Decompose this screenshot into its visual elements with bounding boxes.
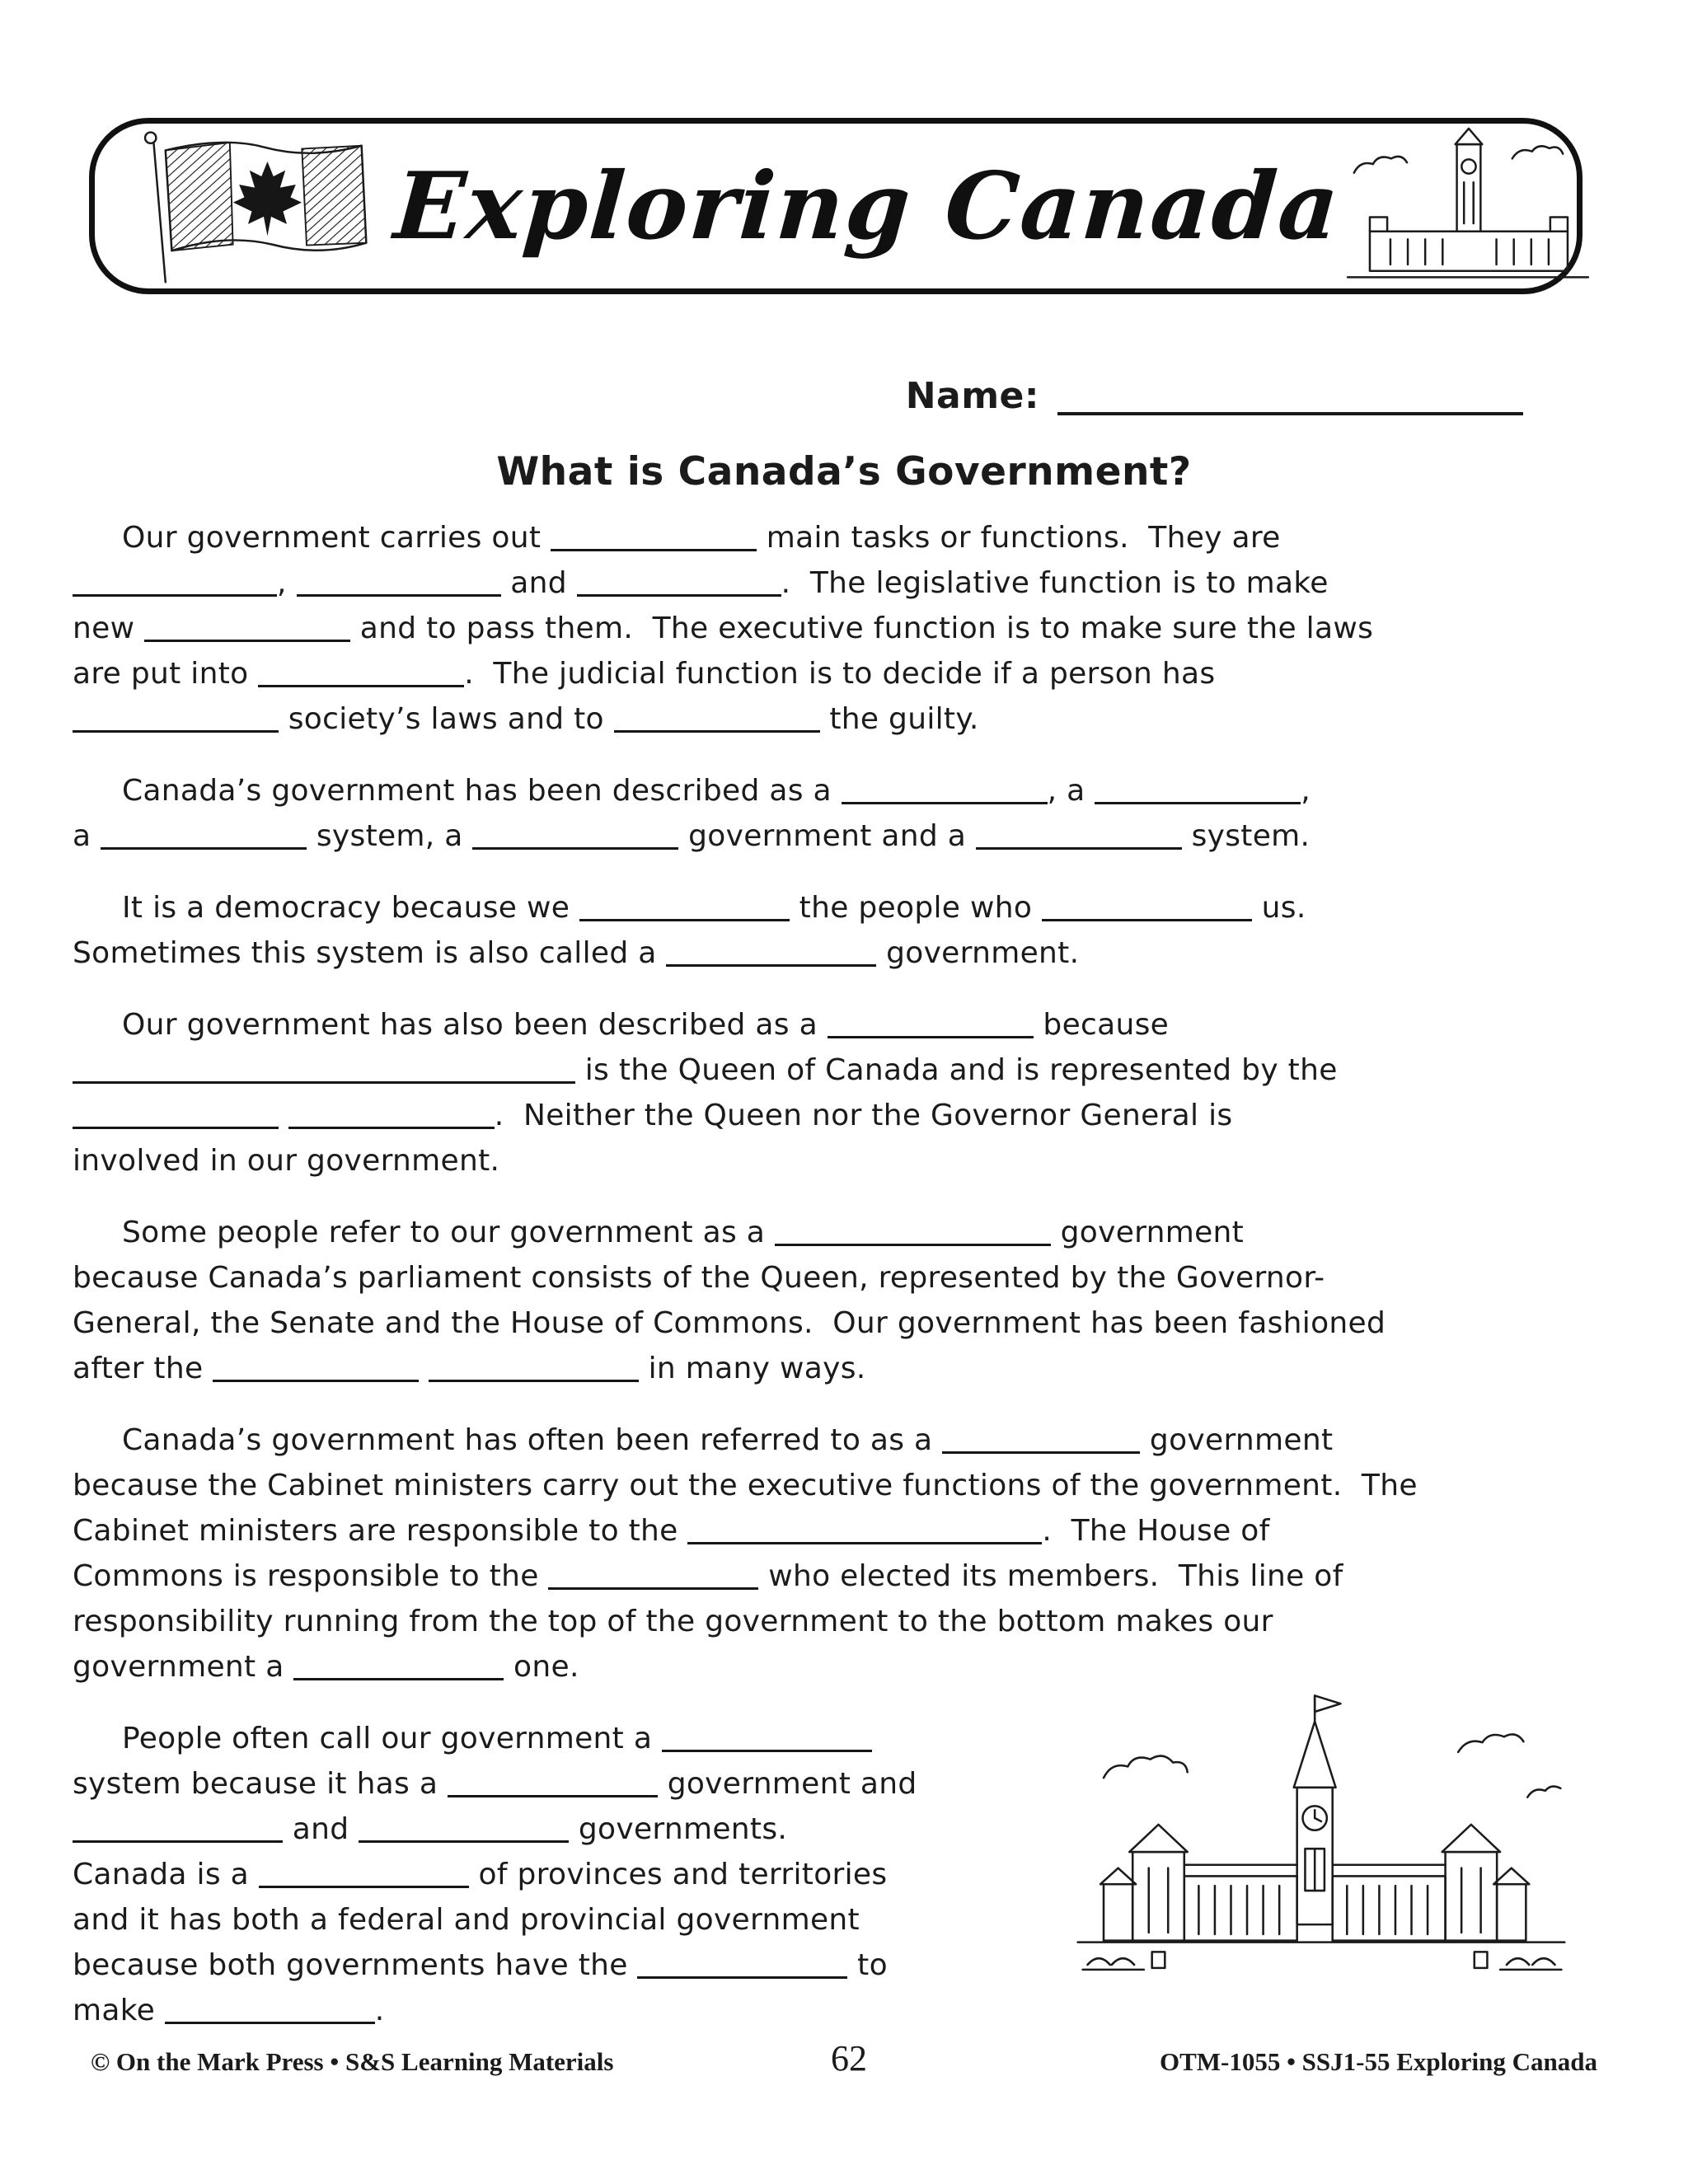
text-line	[73, 1210, 1622, 1255]
fill-in-blank[interactable]	[165, 1996, 375, 2024]
text-segment: and	[283, 1812, 359, 1846]
text-segment: us.	[1251, 891, 1306, 925]
text-segment: Our government carries out	[122, 521, 551, 555]
name-label: Name:	[905, 375, 1039, 417]
paragraph	[73, 515, 1622, 742]
text-segment: government	[1140, 1423, 1334, 1457]
paragraph-column	[73, 1716, 1053, 2060]
text-line	[73, 1988, 1053, 2033]
text-segment: system, a	[307, 819, 473, 853]
fill-in-blank[interactable]	[687, 1516, 1042, 1544]
text-line	[73, 651, 1622, 696]
text-line	[73, 1301, 1622, 1346]
text-segment: main tasks or functions. They are	[756, 521, 1281, 555]
text-segment: involved in our government.	[73, 1144, 500, 1178]
fill-in-blank[interactable]	[288, 1101, 495, 1129]
parliament-sketch-icon	[1340, 127, 1596, 285]
text-line	[73, 1852, 1053, 1897]
name-input-line[interactable]	[1057, 399, 1523, 415]
text-segment: . The legislative function is to make	[781, 566, 1329, 600]
text-line	[73, 1897, 1053, 1943]
text-line	[73, 885, 1622, 930]
text-segment: are put into	[73, 657, 259, 691]
canadian-flag-icon	[123, 125, 395, 287]
paragraph-group	[73, 515, 1622, 1690]
parliament-building-illustration	[1053, 1675, 1589, 2037]
text-segment: . Neither the Queen nor the Governor General is	[494, 1099, 1233, 1132]
text-segment: . The House of	[1042, 1514, 1270, 1548]
text-segment: , a	[1047, 774, 1095, 808]
name-section	[906, 375, 1523, 417]
fill-in-blank[interactable]	[1095, 776, 1301, 804]
paragraph	[73, 1716, 1053, 2033]
fill-in-blank[interactable]	[144, 614, 350, 642]
text-line	[73, 1255, 1622, 1301]
text-line	[73, 1002, 1622, 1047]
fill-in-blank[interactable]	[666, 939, 876, 967]
text-segment: because	[1033, 1008, 1170, 1042]
paragraph	[73, 768, 1622, 859]
text-line	[73, 1761, 1053, 1807]
text-segment: who elected its members. This line of	[758, 1559, 1343, 1593]
fill-in-blank[interactable]	[448, 1769, 658, 1797]
text-segment: because the Cabinet ministers carry out the executive functions of the government. The	[73, 1469, 1418, 1502]
fill-in-blank[interactable]	[213, 1354, 419, 1382]
fill-in-blank[interactable]	[429, 1354, 639, 1382]
fill-in-blank[interactable]	[976, 822, 1182, 850]
text-segment: after the	[73, 1352, 213, 1385]
worksheet-body	[73, 515, 1622, 2060]
text-line	[73, 1463, 1622, 1508]
text-line	[73, 1599, 1622, 1644]
paragraph	[73, 1418, 1622, 1690]
text-segment: Our government has also been described as a	[122, 1008, 828, 1042]
text-segment: government a	[73, 1650, 294, 1684]
text-line	[73, 768, 1622, 813]
fill-in-blank[interactable]	[1042, 893, 1252, 921]
text-line	[73, 1138, 1622, 1183]
text-segment: the guilty.	[819, 702, 979, 736]
text-segment: ,	[277, 566, 297, 600]
text-segment: and to pass them. The executive function is to make sure the laws	[350, 612, 1374, 645]
text-segment: one.	[504, 1650, 579, 1684]
text-segment: government.	[876, 936, 1080, 970]
text-line	[73, 696, 1622, 742]
text-segment: because Canada’s parliament consists of the Queen, represented by the Governor-	[73, 1261, 1325, 1295]
page-footer	[91, 2037, 1597, 2079]
fill-in-blank[interactable]	[775, 1218, 1051, 1246]
fill-in-blank[interactable]	[662, 1724, 872, 1752]
text-segment: and	[500, 566, 577, 600]
fill-in-blank[interactable]	[73, 1101, 279, 1129]
text-segment: government and a	[678, 819, 976, 853]
text-segment: Canada’s government has often been referred to as a	[122, 1423, 943, 1457]
text-segment: system because it has a	[73, 1767, 448, 1801]
fill-in-blank[interactable]	[101, 822, 307, 850]
text-segment: because both governments have the	[73, 1948, 638, 1982]
page-title: What is Canada’s Government?	[496, 449, 1192, 494]
text-segment: Commons is responsible to the	[73, 1559, 549, 1593]
fill-in-blank[interactable]	[551, 523, 757, 551]
text-segment: of provinces and territories	[468, 1858, 888, 1891]
text-line	[73, 1807, 1053, 1852]
text-segment: government	[1050, 1216, 1245, 1249]
text-line	[73, 1418, 1622, 1463]
fill-in-blank[interactable]	[359, 1815, 569, 1843]
text-segment: Canada is a	[73, 1858, 259, 1891]
text-segment: in many ways.	[638, 1352, 866, 1385]
text-line	[73, 1047, 1622, 1093]
text-segment: the people who	[789, 891, 1042, 925]
fill-in-blank[interactable]	[73, 1815, 283, 1843]
worksheet-series-title: Exploring Canada	[391, 152, 1344, 260]
text-segment: .	[374, 1994, 385, 2027]
text-segment: government and	[657, 1767, 917, 1801]
page-number: 62	[831, 2038, 867, 2079]
text-segment	[279, 1099, 288, 1132]
text-line	[73, 1554, 1622, 1599]
fill-in-blank[interactable]	[297, 569, 501, 597]
text-segment: Cabinet ministers are responsible to the	[73, 1514, 688, 1548]
fill-in-blank[interactable]	[258, 659, 464, 687]
copyright-text: © On the Mark Press • S&S Learning Materials	[91, 2047, 614, 2076]
text-line	[73, 606, 1622, 651]
last-paragraph-row	[73, 1716, 1622, 2060]
text-segment: . The judicial function is to decide if a person has	[464, 657, 1216, 691]
text-segment: ,	[1301, 774, 1311, 808]
text-line	[73, 813, 1622, 859]
fill-in-blank[interactable]	[842, 776, 1048, 804]
text-segment: a	[73, 819, 101, 853]
text-line	[73, 1943, 1053, 1988]
product-code-text: OTM-1055 • SSJ1-55 Exploring Canada	[1159, 2047, 1597, 2076]
text-segment: and it has both a federal and provincial government	[73, 1903, 860, 1937]
text-segment: is the Queen of Canada and is represented by the	[575, 1053, 1338, 1087]
fill-in-blank[interactable]	[614, 705, 820, 733]
text-segment	[419, 1352, 429, 1385]
text-line	[73, 1093, 1622, 1138]
text-segment: Sometimes this system is also called a	[73, 936, 667, 970]
fill-in-blank[interactable]	[577, 569, 781, 597]
fill-in-blank[interactable]	[73, 1056, 575, 1084]
text-segment: governments.	[569, 1812, 788, 1846]
fill-in-blank[interactable]	[579, 893, 790, 921]
text-line	[73, 1346, 1622, 1391]
text-segment: new	[73, 612, 145, 645]
text-segment: Canada’s government has been described as a	[122, 774, 842, 808]
text-line	[73, 1508, 1622, 1554]
text-segment: responsibility running from the top of the government to the bottom makes our	[73, 1605, 1273, 1638]
text-line	[73, 560, 1622, 606]
text-segment: General, the Senate and the House of Commons. Our government has been fashioned	[73, 1306, 1386, 1340]
text-segment: make	[73, 1994, 165, 2027]
text-segment: society’s laws and to	[279, 702, 614, 736]
fill-in-blank[interactable]	[293, 1652, 504, 1680]
fill-in-blank[interactable]	[942, 1426, 1140, 1454]
text-line	[73, 1716, 1053, 1761]
text-segment: It is a democracy because we	[122, 891, 579, 925]
fill-in-blank[interactable]	[73, 569, 277, 597]
text-segment: system.	[1181, 819, 1311, 853]
fill-in-blank[interactable]	[259, 1860, 469, 1888]
paragraph	[73, 885, 1622, 976]
text-line	[73, 515, 1622, 560]
fill-in-blank[interactable]	[637, 1951, 847, 1979]
paragraph	[73, 1002, 1622, 1183]
fill-in-blank[interactable]	[828, 1010, 1034, 1038]
fill-in-blank[interactable]	[73, 705, 279, 733]
text-line	[73, 930, 1622, 976]
fill-in-blank[interactable]	[472, 822, 678, 850]
header-banner	[89, 118, 1582, 294]
text-segment: Some people refer to our government as a	[122, 1216, 775, 1249]
paragraph	[73, 1210, 1622, 1391]
fill-in-blank[interactable]	[548, 1562, 758, 1590]
text-segment: to	[847, 1948, 888, 1982]
text-segment: People often call our government a	[122, 1722, 662, 1755]
